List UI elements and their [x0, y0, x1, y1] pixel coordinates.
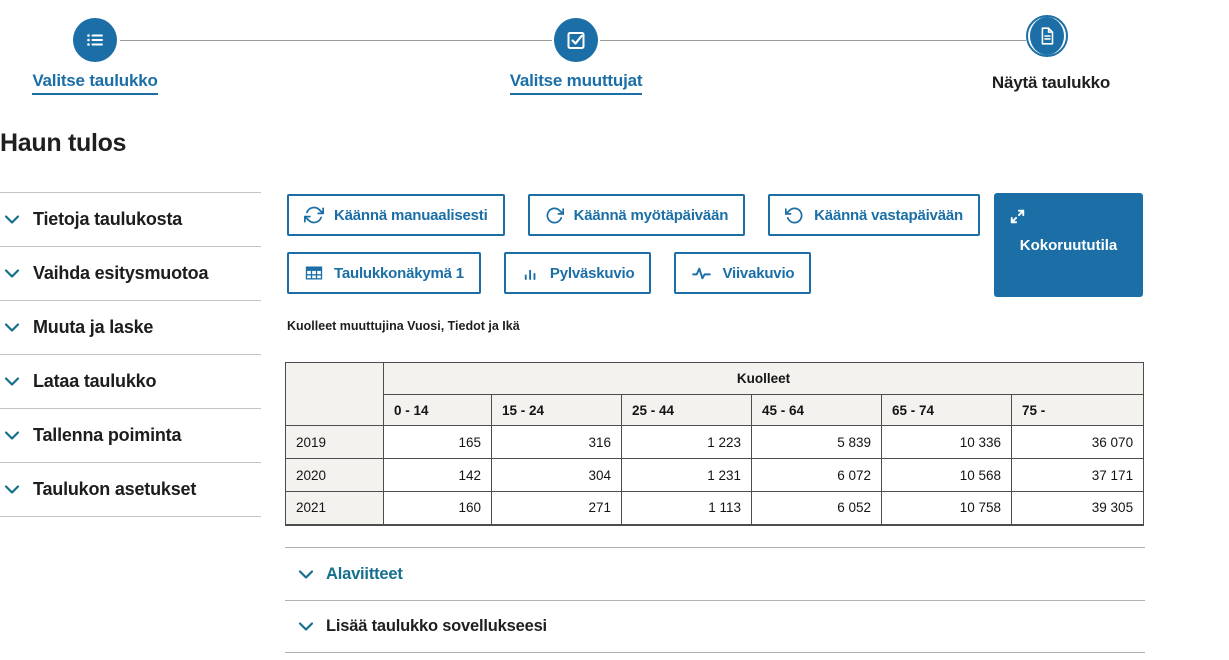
stepper-connector-2 [600, 40, 1026, 41]
chevron-down-icon [4, 484, 20, 495]
table-cell: 316 [492, 426, 622, 459]
table-cell: 39 305 [1012, 492, 1144, 525]
table-corner-cell [286, 363, 384, 426]
table-caption: Kuolleet muuttujina Vuosi, Tiedot ja Ikä [287, 319, 520, 333]
chevron-down-icon [298, 621, 314, 632]
table-cell: 10 758 [882, 492, 1012, 525]
expander-label: Alaviitteet [326, 564, 403, 583]
sidebar-item-tietoja-taulukosta[interactable] [0, 193, 261, 247]
table-cell: 10 568 [882, 459, 1012, 492]
sidebar-item-tallenna-poiminta[interactable] [0, 409, 261, 463]
column-header: 45 - 64 [752, 395, 882, 426]
list-icon [83, 28, 107, 52]
step-link-select-table[interactable] [0, 71, 190, 91]
rotate-clockwise-button[interactable] [528, 194, 746, 236]
rotate-counterclockwise-button[interactable] [768, 194, 980, 236]
button-label: Viivakuvio [722, 264, 795, 282]
step-label[interactable]: Valitse taulukko [32, 71, 157, 95]
table-cell: 304 [492, 459, 622, 492]
rotate-ccw-icon [785, 206, 804, 225]
sidebar-item-label: Muuta ja laske [33, 317, 154, 337]
sidebar [0, 192, 261, 517]
sidebar-item-muuta-ja-laske[interactable] [0, 301, 261, 355]
table-cell: 36 070 [1012, 426, 1144, 459]
table-cell: 1 223 [622, 426, 752, 459]
sidebar-item-label: Tietoja taulukosta [33, 209, 183, 229]
result-table [285, 362, 1144, 526]
step-circle-show-table [1026, 15, 1068, 57]
line-chart-icon [691, 263, 712, 284]
row-header: 2019 [286, 426, 384, 459]
column-header: 25 - 44 [622, 395, 752, 426]
footer-expanders [285, 547, 1145, 653]
sidebar-item-label: Tallenna poiminta [33, 425, 182, 445]
column-header: 65 - 74 [882, 395, 1012, 426]
embed-table-expander[interactable] [285, 600, 1145, 653]
row-header: 2020 [286, 459, 384, 492]
step-link-select-variables[interactable] [481, 71, 671, 91]
button-label: Käännä myötäpäivään [573, 206, 729, 224]
chevron-down-icon [4, 430, 20, 441]
bar-chart-icon [521, 264, 540, 283]
page-title: Haun tulos [0, 129, 127, 157]
table-cell: 10 336 [882, 426, 1012, 459]
table-row [286, 459, 1144, 492]
chevron-down-icon [4, 214, 20, 225]
refresh-icon [304, 205, 324, 225]
row-header: 2021 [286, 492, 384, 525]
sidebar-item-lataa-taulukko[interactable] [0, 355, 261, 409]
chevron-down-icon [4, 322, 20, 333]
table-cell: 6 052 [752, 492, 882, 525]
sidebar-item-label: Lataa taulukko [33, 371, 157, 391]
step-circle-select-variables [554, 18, 598, 62]
table-cell: 160 [384, 492, 492, 525]
table-row [286, 492, 1144, 525]
rotate-cw-icon [545, 206, 564, 225]
fullscreen-button[interactable] [994, 193, 1143, 297]
table-cell: 37 171 [1012, 459, 1144, 492]
button-label: Pylväskuvio [549, 264, 635, 282]
table-icon [304, 263, 324, 283]
button-label: Käännä vastapäivään [814, 206, 963, 224]
button-label: Käännä manuaalisesti [334, 206, 488, 224]
table-cell: 5 839 [752, 426, 882, 459]
document-icon [1036, 25, 1058, 47]
column-header: 0 - 14 [384, 395, 492, 426]
table-cell: 1 113 [622, 492, 752, 525]
chevron-down-icon [4, 376, 20, 387]
chevron-down-icon [298, 569, 314, 580]
column-header: 15 - 24 [492, 395, 622, 426]
expander-label: Lisää taulukko sovellukseesi [326, 617, 547, 635]
button-label: Taulukkonäkymä 1 [334, 264, 464, 282]
step-label: Näytä taulukko [991, 73, 1111, 92]
step-circle-select-table [73, 18, 117, 62]
button-label: Kokoruututila [1019, 237, 1118, 254]
rotate-manual-button[interactable] [287, 194, 505, 236]
table-cell: 6 072 [752, 459, 882, 492]
stepper-connector-1 [120, 40, 552, 41]
column-header: 75 - [1012, 395, 1144, 426]
sidebar-item-vaihda-esitysmuotoa[interactable] [0, 247, 261, 301]
step-label-show-table [956, 73, 1146, 93]
step-label[interactable]: Valitse muuttujat [510, 71, 643, 95]
table-cell: 1 231 [622, 459, 752, 492]
table-cell: 165 [384, 426, 492, 459]
table-group-header: Kuolleet [384, 363, 1144, 395]
footnotes-expander[interactable] [285, 547, 1145, 600]
line-chart-button[interactable] [674, 252, 811, 294]
chevron-down-icon [4, 268, 20, 279]
main-content [285, 193, 1145, 660]
table-cell: 142 [384, 459, 492, 492]
sidebar-item-label: Vaihda esitysmuotoa [33, 263, 209, 283]
checkbox-check-icon [564, 28, 588, 52]
sidebar-item-label: Taulukon asetukset [33, 479, 197, 499]
expand-icon [1006, 205, 1029, 228]
table-view-button[interactable] [287, 252, 481, 294]
table-cell: 271 [492, 492, 622, 525]
bar-chart-button[interactable] [504, 252, 652, 294]
sidebar-item-taulukon-asetukset[interactable] [0, 463, 261, 517]
table-row [286, 426, 1144, 459]
